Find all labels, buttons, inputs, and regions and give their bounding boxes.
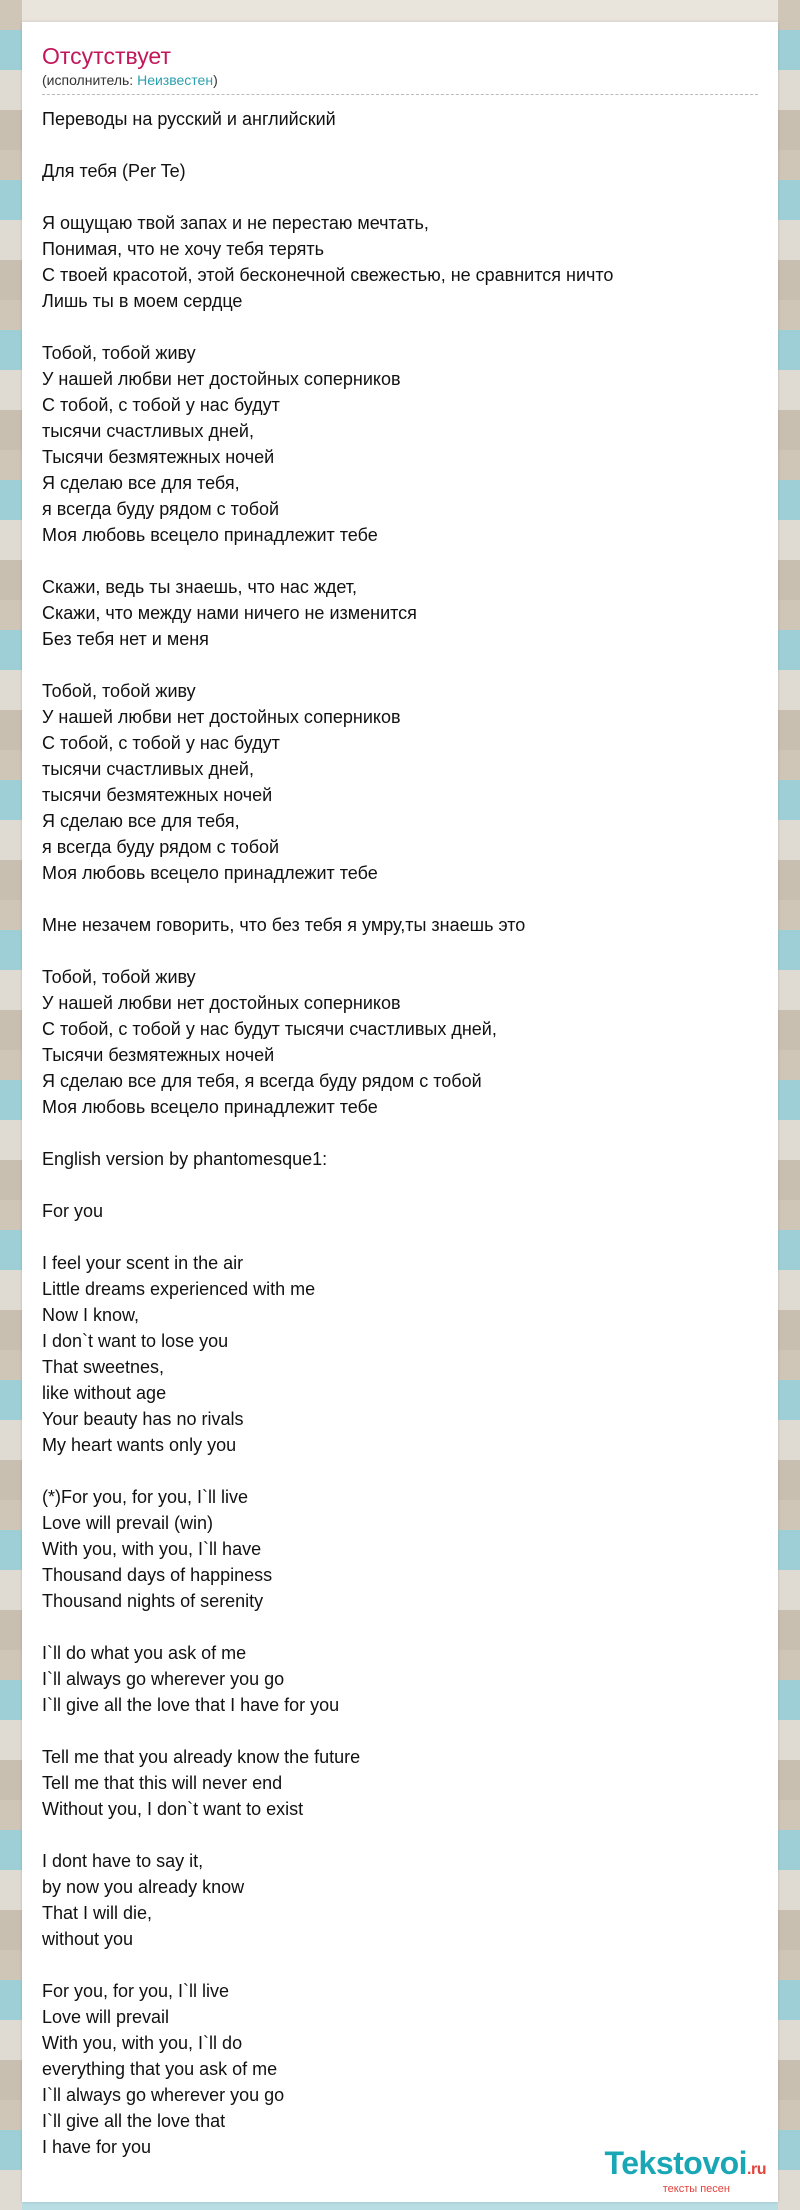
lyric-line [42,314,762,340]
lyric-line: Моя любовь всецело принадлежит тебе [42,863,378,883]
lyric-line: I don`t want to lose you [42,1331,229,1351]
lyric-line: That sweetnes, [42,1357,165,1377]
lyric-line: I have for you [42,2137,152,2157]
artist-link[interactable]: Неизвестен [137,72,214,88]
lyric-line: That I will die, [42,1903,153,1923]
lyric-line: Тобой, тобой живу [42,967,196,987]
lyric-line: My heart wants only you [42,1435,237,1455]
lyric-line: я всегда буду рядом с тобой [42,837,280,857]
lyric-line: Я ощущаю твой запах и не перестаю мечтать, [42,213,429,233]
lyric-line: Love will prevail (win) [42,1513,214,1533]
lyric-line: without you [42,1929,134,1949]
song-title: Отсутствует [42,43,171,69]
lyric-line: For you, for you, I`ll live [42,1981,230,2001]
lyric-line: Thousand days of happiness [42,1565,273,1585]
lyric-line: У нашей любви нет достойных соперников [42,369,401,389]
lyric-line: Without you, I don`t want to exist [42,1799,304,1819]
lyric-line: Tell me that this will never end [42,1773,283,1793]
lyric-line: With you, with you, I`ll have [42,1539,262,1559]
lyric-line: Лишь ты в моем сердце [42,291,243,311]
lyric-line: I`ll give all the love that I have for you [42,1695,340,1715]
lyric-line: With you, with you, I`ll do [42,2033,243,2053]
lyric-line [42,938,762,964]
lyric-line: Your beauty has no rivals [42,1409,244,1429]
lyric-line: Без тебя нет и меня [42,629,209,649]
logo-subtitle: тексты песен [662,2183,730,2195]
lyric-line: I dont have to say it, [42,1851,204,1871]
lyric-line: I`ll always go wherever you go [42,2085,285,2105]
lyric-line: Понимая, что не хочу тебя терять [42,239,324,259]
lyrics-card [22,22,778,2202]
lyric-line: Скажи, что между нами ничего не изменится [42,603,417,623]
lyric-line: (*)For you, for you, I`ll live [42,1487,249,1507]
lyric-line [42,1952,762,1978]
lyric-line: С тобой, с тобой у нас будут тысячи счастливых дней, [42,1019,497,1039]
lyric-line: like without age [42,1383,167,1403]
lyric-line: У нашей любви нет достойных соперников [42,993,401,1013]
lyric-line: С тобой, с тобой у нас будут [42,733,280,753]
lyric-line: тысячи счастливых дней, [42,421,254,441]
song-header [42,42,758,95]
lyric-line: For you [42,1201,104,1221]
lyric-line: Я сделаю все для тебя, [42,811,240,831]
lyric-line: С тобой, с тобой у нас будут [42,395,280,415]
lyric-line: English version by phantomesque1: [42,1149,328,1169]
lyric-line: Переводы на русский и английский [42,109,336,129]
lyric-line [42,548,762,574]
logo-text: Tekstovoi.ru [604,2145,766,2181]
lyric-line [42,1172,762,1198]
lyric-line: Тобой, тобой живу [42,681,196,701]
lyric-line: Моя любовь всецело принадлежит тебе [42,1097,378,1117]
lyric-line: by now you already know [42,1877,245,1897]
lyric-line: Now I know, [42,1305,140,1325]
lyric-line: Тысячи безмятежных ночей [42,1045,275,1065]
artist-suffix: ) [213,72,218,88]
lyric-line: тысячи безмятежных ночей [42,785,273,805]
lyric-line: я всегда буду рядом с тобой [42,499,280,519]
lyric-line: Моя любовь всецело принадлежит тебе [42,525,378,545]
lyric-line: тысячи счастливых дней, [42,759,254,779]
lyric-line: Тысячи безмятежных ночей [42,447,275,467]
lyric-line [42,886,762,912]
lyric-line: Tell me that you already know the future [42,1747,361,1767]
lyric-line: Тобой, тобой живу [42,343,196,363]
lyric-line: Little dreams experienced with me [42,1279,316,1299]
lyric-line [42,1120,762,1146]
logo-tld: .ru [747,2161,766,2178]
lyric-line [42,184,762,210]
lyric-line: everything that you ask of me [42,2059,278,2079]
lyric-line [42,132,762,158]
lyric-line: Мне незачем говорить, что без тебя я умру,ты знаешь это [42,915,526,935]
site-logo[interactable] [566,2146,766,2194]
lyric-line [42,1458,762,1484]
background-stripes-right [778,0,800,2210]
lyric-line: Для тебя (Per Te) [42,161,186,181]
lyric-line: Скажи, ведь ты знаешь, что нас ждет, [42,577,358,597]
lyric-line: Я сделаю все для тебя, я всегда буду рядом с тобой [42,1071,482,1091]
lyric-line: Thousand nights of serenity [42,1591,264,1611]
lyric-line: I`ll always go wherever you go [42,1669,285,1689]
artist-prefix: (исполнитель: [42,72,138,88]
lyric-line [42,652,762,678]
lyric-line: Love will prevail [42,2007,170,2027]
lyric-line [42,1718,762,1744]
artist-line [42,72,758,95]
lyric-line: I`ll give all the love that [42,2111,226,2131]
lyric-line [42,1822,762,1848]
lyric-line: I`ll do what you ask of me [42,1643,247,1663]
lyric-line: Я сделаю все для тебя, [42,473,240,493]
lyric-line [42,1224,762,1250]
background-stripes-left [0,0,22,2210]
lyrics-body [42,106,762,2160]
lyric-line [42,1614,762,1640]
lyric-line: I feel your scent in the air [42,1253,244,1273]
lyric-line: У нашей любви нет достойных соперников [42,707,401,727]
lyric-line: С твоей красотой, этой бесконечной свежестью, не сравнится ничто [42,265,614,285]
